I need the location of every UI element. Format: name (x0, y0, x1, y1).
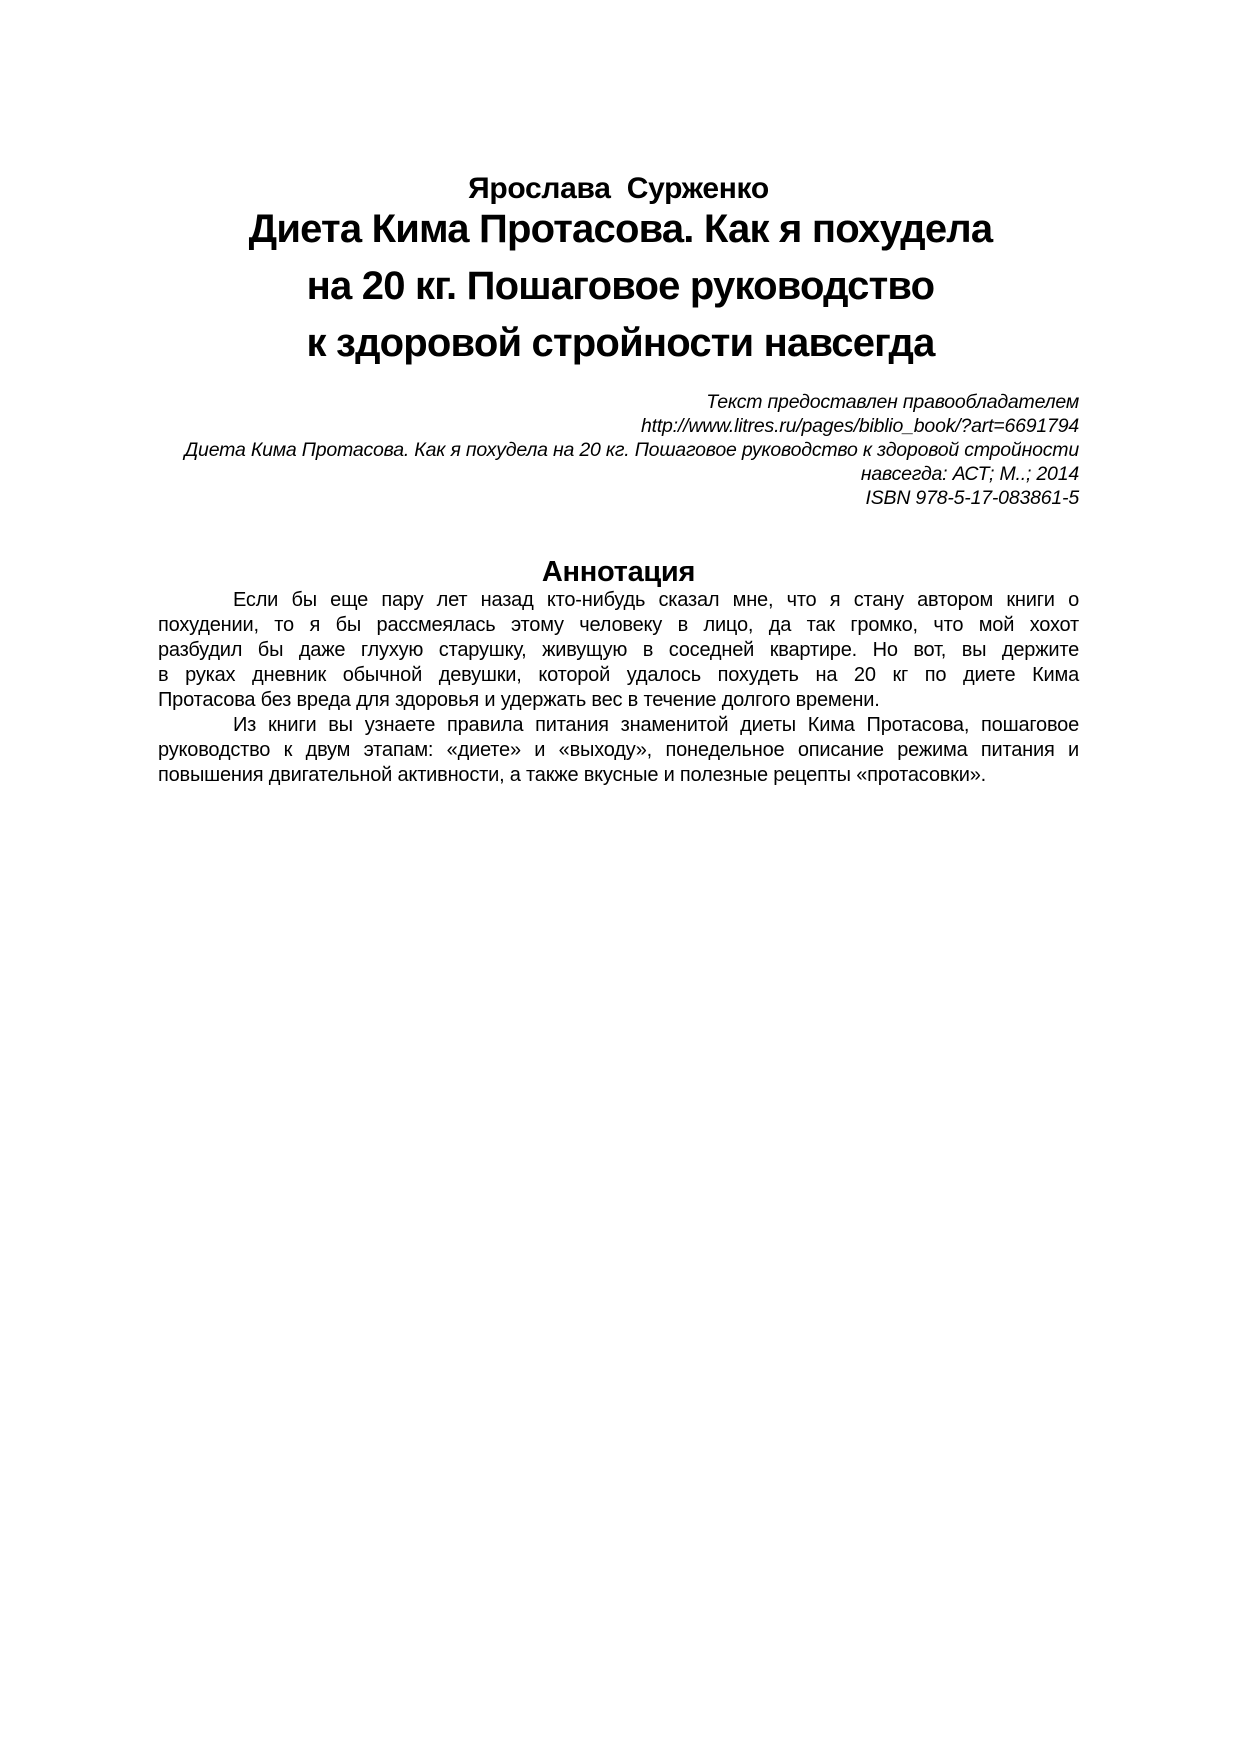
book-title (110, 201, 1131, 372)
book-title-line: к здоровой стройности навсегда (306, 321, 935, 365)
annotation-heading: Аннотация (541, 556, 696, 588)
publication-info (158, 390, 1079, 510)
paragraph-line: повышения двигательной активности, а также вкусные и полезные рецепты «протасовки». (158, 764, 986, 786)
annotation-paragraph-1 (158, 588, 1079, 713)
paragraph-line: похудении, то я бы рассмеялась этому человеку в лицо, да так громко, что мой хохот (158, 614, 1079, 636)
annotation-text (158, 588, 1079, 788)
paragraph-line: Из книги вы узнаете правила питания знаменитой диеты Кима Протасова, пошаговое (233, 714, 1079, 736)
credits-title-line: Диета Кима Протасова. Как я похудела на 20 кг. Пошаговое руководство к здоровой стройности (184, 439, 1079, 461)
paragraph-line: Если бы еще пару лет назад кто-нибудь сказал мне, что я стану автором книги о (233, 589, 1079, 611)
book-author: Ярослава Сурженко (468, 172, 769, 205)
annotation-paragraph-2 (158, 713, 1079, 788)
paragraph-line: в руках дневник обычной девушки, которой удалось похудеть на 20 кг по диете Кима (158, 664, 1079, 686)
paragraph-line: разбудил бы даже глухую старушку, живущую в соседней квартире. Но вот, вы держите (158, 639, 1079, 661)
book-title-line: на 20 кг. Пошаговое руководство (306, 264, 935, 308)
credits-publisher-line: навсегда: АСТ; М..; 2014 (860, 463, 1079, 485)
book-title-line: Диета Кима Протасова. Как я похудела (248, 207, 993, 251)
credits-provider-line: Текст предоставлен правообладателем (706, 391, 1079, 413)
paragraph-line: руководство к двум этапам: «диете» и «выходу», понедельное описание режима питания и (158, 739, 1079, 761)
paragraph-line: Протасова без вреда для здоровья и удержать вес в течение долгого времени. (158, 689, 880, 711)
credits-url-line: http://www.litres.ru/pages/biblio_book/?art=6691794 (640, 415, 1079, 437)
credits-isbn-line: ISBN 978-5-17-083861-5 (865, 487, 1079, 509)
